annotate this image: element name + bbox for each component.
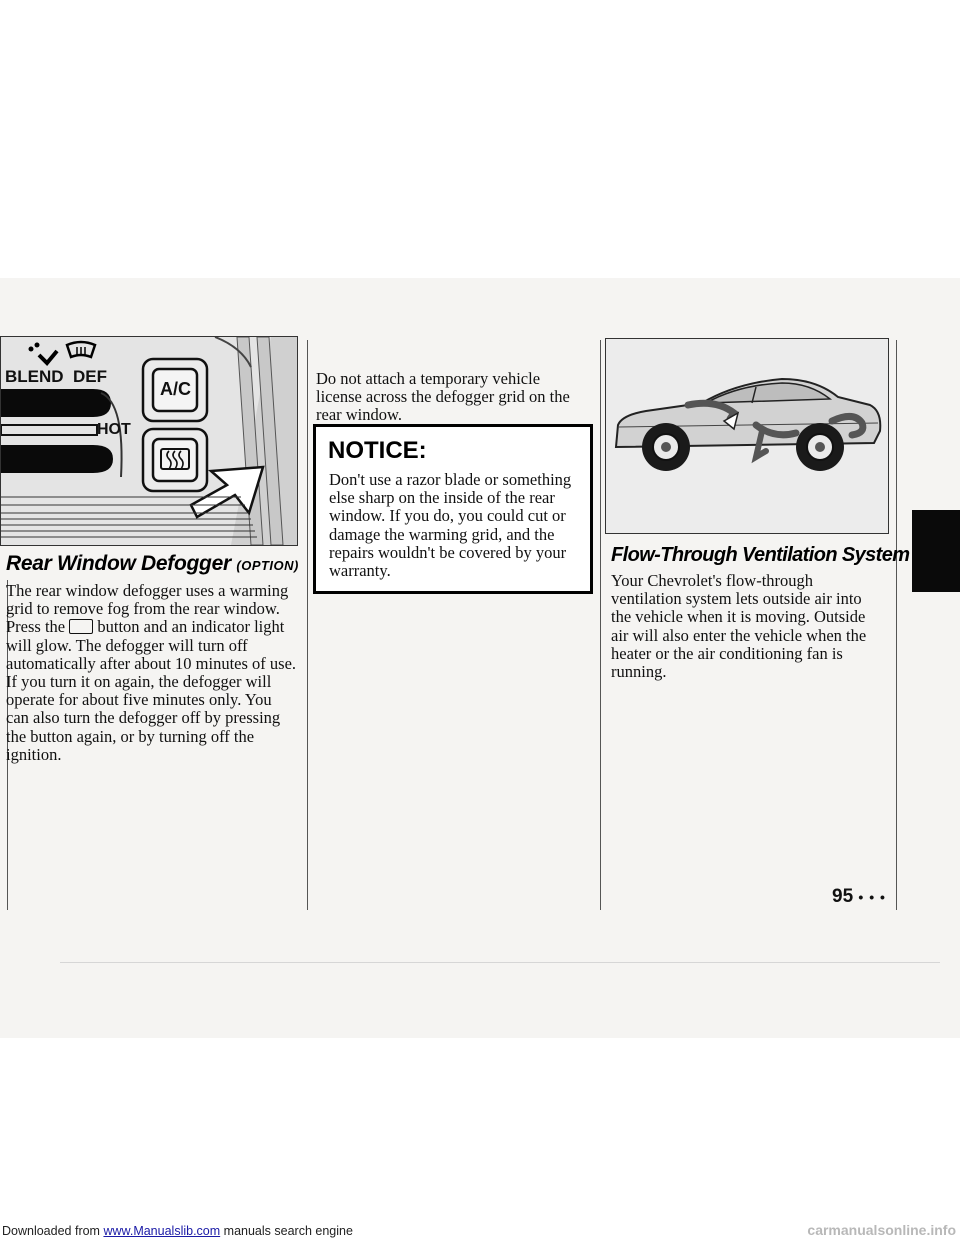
- column-rule-middle: [307, 340, 308, 910]
- flow-through-ventilation-heading: Flow-Through Ventilation System: [611, 544, 910, 566]
- notice-box: [313, 424, 593, 594]
- watermark-text: carmanualsonline.info: [807, 1222, 956, 1238]
- license-warning-text: Do not attach a temporary vehicle license across the defogger grid on the rear window.: [316, 369, 570, 425]
- defogger-control-panel-illustration: [0, 336, 298, 546]
- footer-prefix: Downloaded from: [2, 1224, 100, 1238]
- front-wheel: [642, 423, 690, 471]
- footer-suffix: manuals search engine: [223, 1224, 353, 1238]
- ventilation-car-illustration: [605, 338, 889, 534]
- rear-wheel: [796, 423, 844, 471]
- ventilation-description: Your Chevrolet's flow-through ventilation system lets outside air into the vehicle when it is moving. Outside air will also enter the vehicle when the heater or the air conditioning fan is running.: [611, 571, 867, 682]
- hot-label: HOT: [97, 421, 131, 438]
- def-label: DEF: [73, 367, 107, 386]
- notice-heading: NOTICE:: [328, 437, 427, 464]
- temp-slider-bar: [1, 445, 113, 473]
- bottom-rule: [60, 962, 940, 963]
- blend-label: BLEND: [5, 367, 64, 386]
- defogger-body-part2: button and an indicator light will glow. The defogger will turn off automatically after about 10 minutes of use. If you turn it on again, the defogger will operate for about five minutes only. You can also turn the defogger off by pressing the button again, or by turning off the ignition.: [6, 617, 297, 764]
- section-tab-marker: [912, 510, 960, 592]
- page-number-value: 95: [832, 886, 854, 907]
- column-rule-right-a: [600, 340, 601, 910]
- car-airflow-drawing: [606, 339, 888, 533]
- page-number: [832, 886, 886, 908]
- defogger-symbol-icon: [69, 619, 93, 634]
- column-rule-right-b: [896, 340, 897, 910]
- page-number-dots: • • •: [858, 889, 886, 905]
- defogger-body-part1: The rear window defogger uses a warming grid to remove fog from the rear window. Press the: [6, 581, 289, 637]
- notice-body: Don't use a razor blade or something else sharp on the inside of the rear window. If you do, you could cut or damage the warming grid, and the repairs wouldn't be covered by your warranty.: [329, 470, 572, 581]
- option-label: (OPTION): [236, 558, 299, 573]
- heading-text: Rear Window Defogger: [6, 552, 231, 575]
- manualslib-link[interactable]: www.Manualslib.com: [103, 1224, 221, 1238]
- blend-slider-bar: [1, 389, 111, 417]
- download-footer: [2, 1224, 353, 1238]
- rear-window-defogger-heading: [6, 552, 299, 576]
- ac-label: A/C: [160, 379, 191, 399]
- defogger-description: [6, 582, 298, 764]
